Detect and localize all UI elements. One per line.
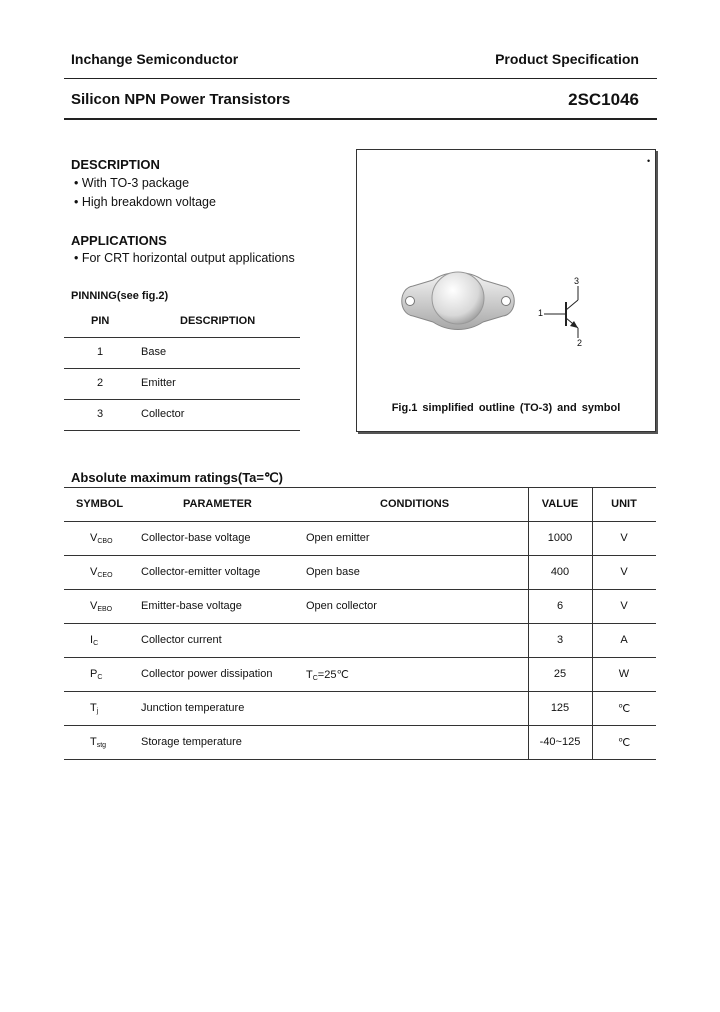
rating-symbol: $V_{EBO}$ [90,600,113,613]
rating-unit: ℃ [617,737,631,749]
rating-symbol: $I_C$ [90,634,99,647]
collector-pin-label: 3 [574,276,580,286]
rating-value: 125 [550,702,570,714]
to3-package-outline [393,266,523,336]
rating-value: 1000 [547,532,573,544]
applications-bullet: • For CRT horizontal output applications [74,251,295,265]
description-heading: DESCRIPTION [71,157,160,172]
rating-unit: V [620,600,628,612]
ratings-table-divider [64,691,656,692]
pin-table-divider [64,337,300,338]
ratings-table-top-border [64,487,656,488]
rating-value: 6 [556,600,564,612]
value-column-header: VALUE [541,498,579,510]
ratings-table-divider [64,759,656,760]
figure-caption: Fig.1 simplified outline (TO-3) and symbol [391,402,621,414]
pin-description-column-header: DESCRIPTION [180,315,256,327]
pinning-heading: PINNING(see fig.2) [71,290,169,302]
rating-symbol: $V_{CEO}$ [90,566,113,579]
ratings-table-divider [64,725,656,726]
description-bullet: • With TO-3 package [74,176,190,190]
ratings-table-divider [64,657,656,658]
rating-symbol: $T_{stg}$ [90,736,107,749]
header-rule-thin [64,78,657,79]
rating-unit: ℃ [617,703,631,715]
pin-table-divider [64,430,300,431]
rating-symbol: $P_C$ [90,668,103,681]
npn-transistor-symbol [532,272,612,352]
pin-table-divider [64,368,300,369]
pin-number: 1 [97,346,104,358]
pin-number: 3 [97,408,104,420]
rating-unit: V [620,566,628,578]
pin-description: Emitter [141,377,176,389]
rating-parameter: Collector-base voltage [141,532,251,544]
figure-box [356,149,656,432]
rating-symbol: $V_{CBO}$ [90,532,113,545]
applications-heading: APPLICATIONS [71,233,167,248]
pin-column-header: PIN [91,315,110,327]
ratings-table-divider [64,521,656,522]
pin-description: Base [141,346,167,358]
description-bullet: • High breakdown voltage [74,195,216,209]
rating-parameter: Junction temperature [141,702,245,714]
rating-parameter: Emitter-base voltage [141,600,242,612]
ratings-heading: Absolute maximum ratings(Ta=℃) [71,470,283,485]
company-name: Inchange Semiconductor [71,51,239,67]
rating-value: 400 [550,566,570,578]
ratings-table-divider [64,623,656,624]
rating-condition: $T_C=25℃$ [306,669,349,682]
base-pin-label: 1 [538,308,544,318]
document-type: Product Specification [495,51,639,67]
rating-unit: W [618,668,630,680]
rating-value: 3 [556,634,564,646]
part-number: 2SC1046 [568,90,639,109]
parameter-column-header: PARAMETER [183,498,252,510]
rating-symbol: $T_j$ [90,702,99,715]
rating-parameter: Storage temperature [141,736,242,748]
symbol-column-header: SYMBOL [76,498,124,510]
pin-table-divider [64,399,300,400]
rating-condition: Open emitter [306,532,370,544]
rating-condition: Open base [306,566,360,578]
rating-value: -40~125 [539,736,581,748]
rating-parameter: Collector current [141,634,222,646]
figure-dot: • [647,156,651,166]
emitter-pin-label: 2 [577,338,583,348]
page-title: Silicon NPN Power Transistors [71,91,291,108]
rating-unit: V [620,532,628,544]
rating-value: 25 [553,668,567,680]
header-rule-thick [64,118,657,120]
pin-number: 2 [97,377,104,389]
rating-parameter: Collector-emitter voltage [141,566,261,578]
unit-column-header: UNIT [611,498,637,510]
rating-unit: A [620,634,628,646]
rating-parameter: Collector power dissipation [141,668,273,680]
ratings-table-divider [64,555,656,556]
ratings-table-divider [64,589,656,590]
rating-condition: Open collector [306,600,377,612]
conditions-column-header: CONDITIONS [380,498,450,510]
pin-description: Collector [141,408,185,420]
